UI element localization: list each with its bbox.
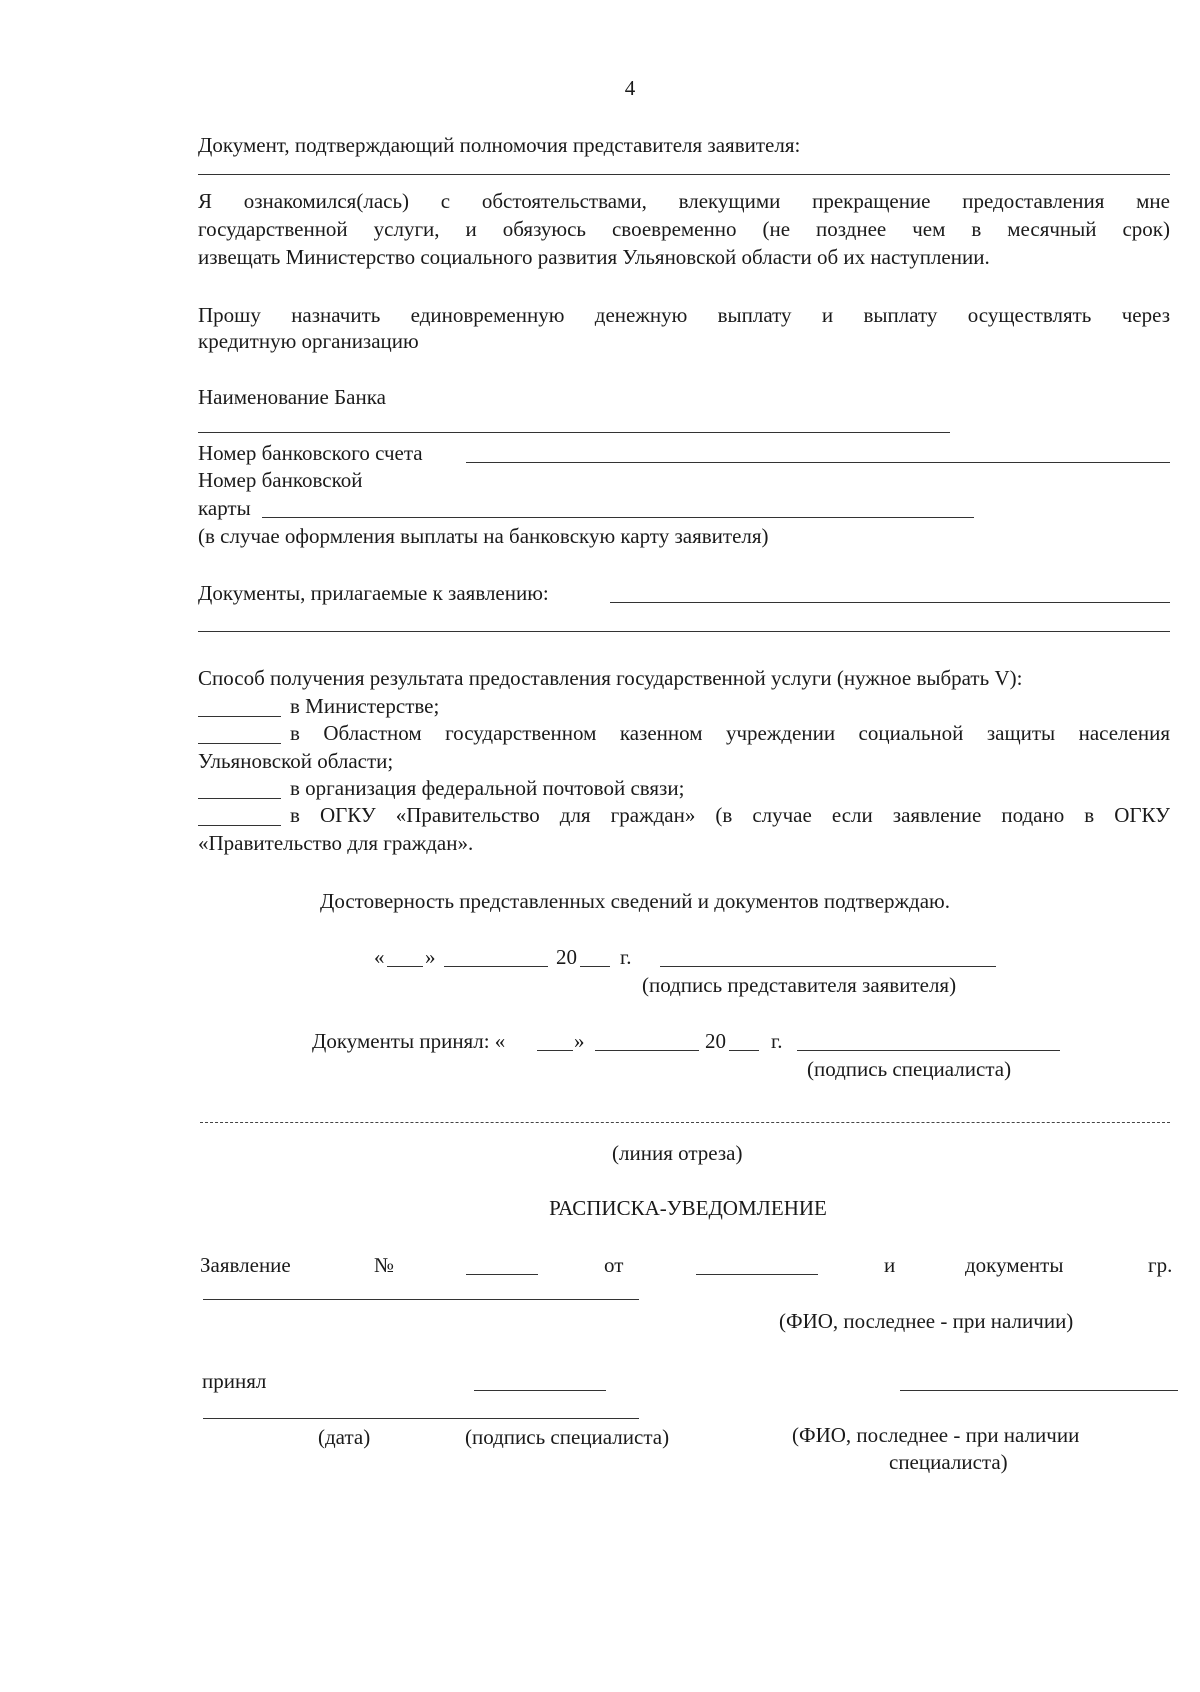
- attached-docs-label: Документы, прилагаемые к заявлению:: [198, 581, 549, 605]
- date1-year-suffix: г.: [620, 945, 632, 969]
- option-government-checkbox[interactable]: [198, 825, 281, 826]
- attached-docs-field-1[interactable]: [610, 602, 1170, 603]
- page-number: 4: [624, 76, 636, 100]
- representative-doc-field[interactable]: [198, 174, 1170, 175]
- receipt-date-field[interactable]: [696, 1274, 818, 1275]
- date1-day-field[interactable]: [387, 966, 423, 967]
- receipt-signature-field[interactable]: [474, 1390, 606, 1391]
- date2-quote-close: »: [574, 1029, 585, 1053]
- payment-request-line-1: Прошу назначить единовременную денежную выплату и выплату осуществлять через: [198, 303, 1170, 327]
- option-social-protection-label: в Областном государственном казенном учреждении социальной защиты населения: [290, 721, 1170, 745]
- date1-quote-open: «: [374, 945, 385, 969]
- cut-line: [200, 1122, 1170, 1123]
- option-government-label: в ОГКУ «Правительство для граждан» (в случае если заявление подано в ОГКУ: [290, 803, 1170, 827]
- receipt-caption-fio-2: специалиста): [889, 1450, 1008, 1474]
- receipt-caption-date: (дата): [318, 1425, 371, 1449]
- date2-month-field[interactable]: [595, 1050, 699, 1051]
- receipt-caption-fio-1: (ФИО, последнее - при наличии: [792, 1423, 1080, 1447]
- receipt-accepted-label: принял: [202, 1369, 267, 1393]
- receipt-fio-caption: (ФИО, последнее - при наличии): [779, 1309, 1074, 1333]
- date1-signature-field[interactable]: [660, 966, 996, 967]
- date1-year-field[interactable]: [580, 966, 610, 967]
- bank-account-label: Номер банковского счета: [198, 441, 423, 465]
- date2-signature-caption: (подпись специалиста): [807, 1057, 1012, 1081]
- receipt-caption-signature: (подпись специалиста): [465, 1425, 670, 1449]
- receipt-statement-label: Заявление: [200, 1253, 291, 1277]
- acknowledgement-line-1: Я ознакомился(лась) с обстоятельствами, влекущими прекращение предоставления мне: [198, 189, 1170, 213]
- bank-card-label-2: карты: [198, 496, 251, 520]
- attached-docs-field-2[interactable]: [198, 631, 1170, 632]
- option-post-label: в организация федеральной почтовой связи;: [290, 776, 685, 800]
- acknowledgement-line-2: государственной услуги, и обязуюсь своевременно (не позднее чем в месячный срок): [198, 217, 1170, 241]
- date2-year-field[interactable]: [729, 1050, 759, 1051]
- option-government-label-cont: «Правительство для граждан».: [198, 831, 474, 855]
- receipt-fio-field[interactable]: [203, 1299, 639, 1300]
- receipt-from-label: от: [604, 1253, 624, 1277]
- date1-month-field[interactable]: [444, 966, 548, 967]
- date1-year-prefix: 20: [556, 945, 577, 969]
- date2-signature-field[interactable]: [797, 1050, 1060, 1051]
- payment-request-line-2: кредитную организацию: [198, 329, 419, 353]
- option-social-protection-checkbox[interactable]: [198, 743, 281, 744]
- bank-name-field[interactable]: [198, 432, 950, 433]
- receipt-documents-label: документы: [965, 1253, 1064, 1277]
- receipt-specialist-fio-field[interactable]: [900, 1390, 1178, 1391]
- receipt-and-label: и: [884, 1253, 896, 1277]
- date2-year-suffix: г.: [771, 1029, 783, 1053]
- bank-name-label: Наименование Банка: [198, 385, 386, 409]
- date2-year-prefix: 20: [705, 1029, 726, 1053]
- receipt-title: РАСПИСКА-УВЕДОМЛЕНИЕ: [549, 1196, 827, 1220]
- date2-day-field[interactable]: [537, 1050, 573, 1051]
- option-ministry-label: в Министерстве;: [290, 694, 440, 718]
- bank-account-field[interactable]: [466, 462, 1170, 463]
- bank-card-label-1: Номер банковской: [198, 468, 363, 492]
- date2-label: Документы принял: «: [312, 1029, 506, 1053]
- date1-quote-close: »: [425, 945, 436, 969]
- receipt-date-accepted-field[interactable]: [203, 1418, 639, 1419]
- receipt-number-sign: №: [374, 1253, 395, 1277]
- bank-card-note: (в случае оформления выплаты на банковскую карту заявителя): [198, 524, 769, 548]
- option-ministry-checkbox[interactable]: [198, 716, 281, 717]
- date1-signature-caption: (подпись представителя заявителя): [642, 973, 957, 997]
- cut-line-caption: (линия отреза): [612, 1141, 743, 1165]
- option-social-protection-label-cont: Ульяновской области;: [198, 749, 394, 773]
- receipt-number-field[interactable]: [466, 1274, 538, 1275]
- confirmation-text: Достоверность представленных сведений и документов подтверждаю.: [320, 889, 950, 913]
- result-method-title: Способ получения результата предоставления государственной услуги (нужное выбрать V):: [198, 666, 1023, 690]
- representative-doc-label: Документ, подтверждающий полномочия представителя заявителя:: [198, 133, 801, 157]
- bank-card-field[interactable]: [262, 517, 974, 518]
- option-post-checkbox[interactable]: [198, 798, 281, 799]
- receipt-citizen-label: гр.: [1148, 1253, 1173, 1277]
- acknowledgement-line-3: извещать Министерство социального развития Ульяновской области об их наступлении.: [198, 245, 990, 269]
